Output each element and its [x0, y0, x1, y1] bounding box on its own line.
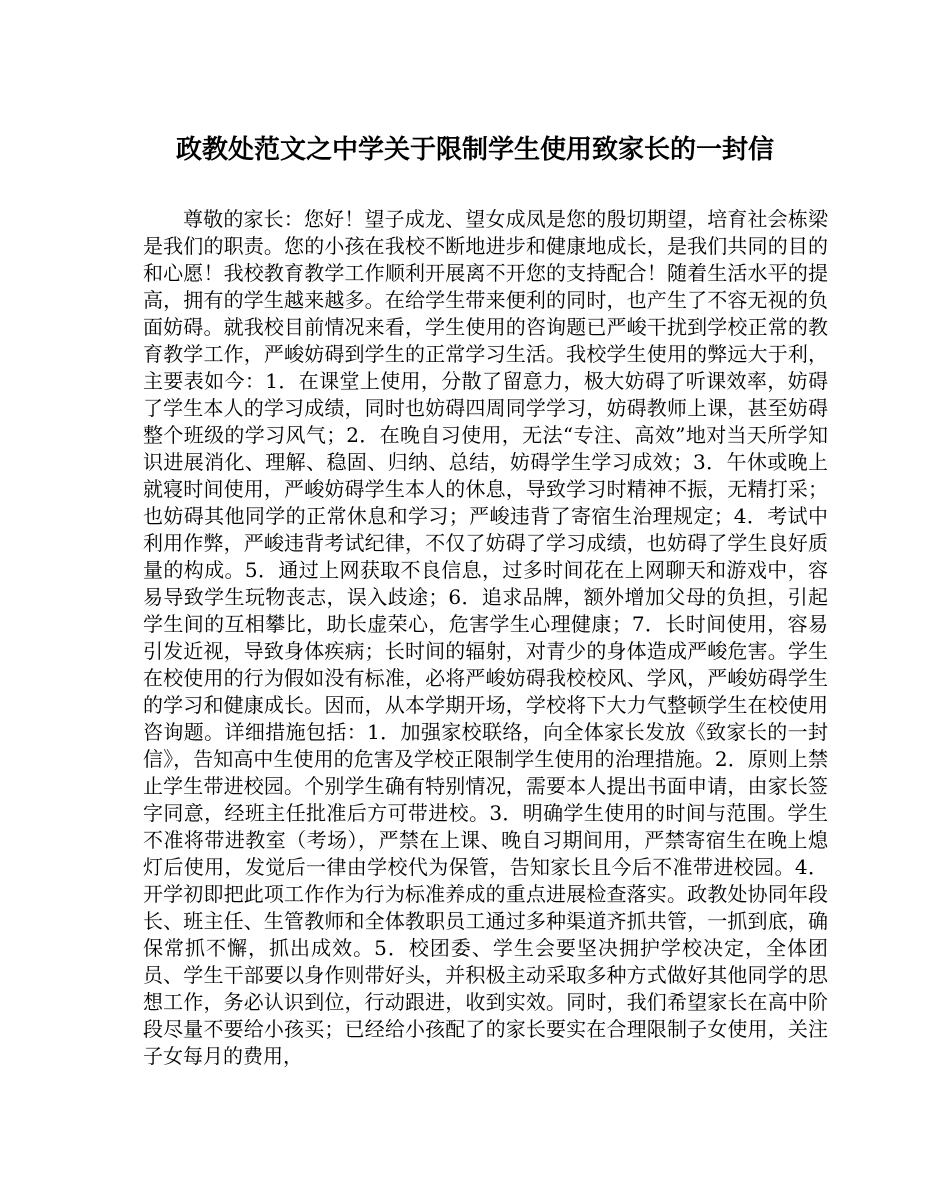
document-body-paragraph: 尊敬的家长：您好！望子成龙、望女成凤是您的殷切期望，培育社会栋梁是我们的职责。您的小孩在我校不断地进步和健康地成长，是我们共同的目的和心愿！我校教育教学工作顺利开展离不开您的支持配合！随着生活水平的提高，拥有的学生越来越多。在给学生带来便利的同时，也产生了不容无视的负面妨碍。就我校目前情况来看，学生使用的咨询题已严峻干扰到学校正常的教育教学工作，严峻妨碍到学生的正常学习生活。我校学生使用的弊远大于利，主要表如今：1．在课堂上使用，分散了留意力，极大妨碍了听课效率，妨碍了学生本人的学习成绩，同时也妨碍四周同学学习，妨碍教师上课，甚至妨碍整个班级的学习风气；2．在晚自习使用，无法“专注、高效”地对当天所学知识进展消化、理解、稳固、归纳、总结，妨碍学生学习成效；3．午休或晚上就寝时间使用，严峻妨碍学生本人的休息，导致学习时精神不振，无精打采；也妨碍其他同学的正常休息和学习；严峻违背了寄宿生治理规定；4．考试中利用作弊，严峻违背考试纪律，不仅了妨碍了学习成绩，也妨碍了学生良好质量的构成。5．通过上网获取不良信息，过多时间花在上网聊天和游戏中，容易导致学生玩物丧志，误入歧途；6．追求品牌，额外增加父母的负担，引起学生间的互相攀比，助长虚荣心，危害学生心理健康；7．长时间使用，容易引发近视，导致身体疾病；长时间的辐射，对青少的身体造成严峻危害。学生在校使用的行为假如没有标准，必将严峻妨碍我校校风、学风，严峻妨碍学生的学习和健康成长。因而，从本学期开场，学校将下大力气整顿学生在校使用咨询题。详细措施包括：1．加强家校联络，向全体家长发放《致家长的一封信》，告知高中生使用的危害及学校正限制学生使用的治理措施。2．原则上禁止学生带进校园。个别学生确有特别情况，需要本人提出书面申请，由家长签字同意，经班主任批准后方可带进校。3．明确学生使用的时间与范围。学生不准将带进教室（考场），严禁在上课、晚自习期间用，严禁寄宿生在晚上熄灯后使用，发觉后一律由学校代为保管，告知家长且今后不准带进校园。4．开学初即把此项工作作为行为标准养成的重点进展检查落实。政教处协同年段长、班主任、生管教师和全体教职员工通过多种渠道齐抓共管，一抓到底，确保常抓不懈，抓出成效。5．校团委、学生会要坚决拥护学校决定，全体团员、学生干部要以身作则带好头，并积极主动采取多种方式做好其他同学的思想工作，务必认识到位，行动跟进，收到实效。同时，我们希望家长在高中阶段尽量不要给小孩买；已经给小孩配了的家长要实在合理限制子女使用，关注子女每月的费用，	[143, 207, 828, 1068]
document-title: 政教处范文之中学关于限制学生使用致家长的一封信	[175, 135, 774, 165]
